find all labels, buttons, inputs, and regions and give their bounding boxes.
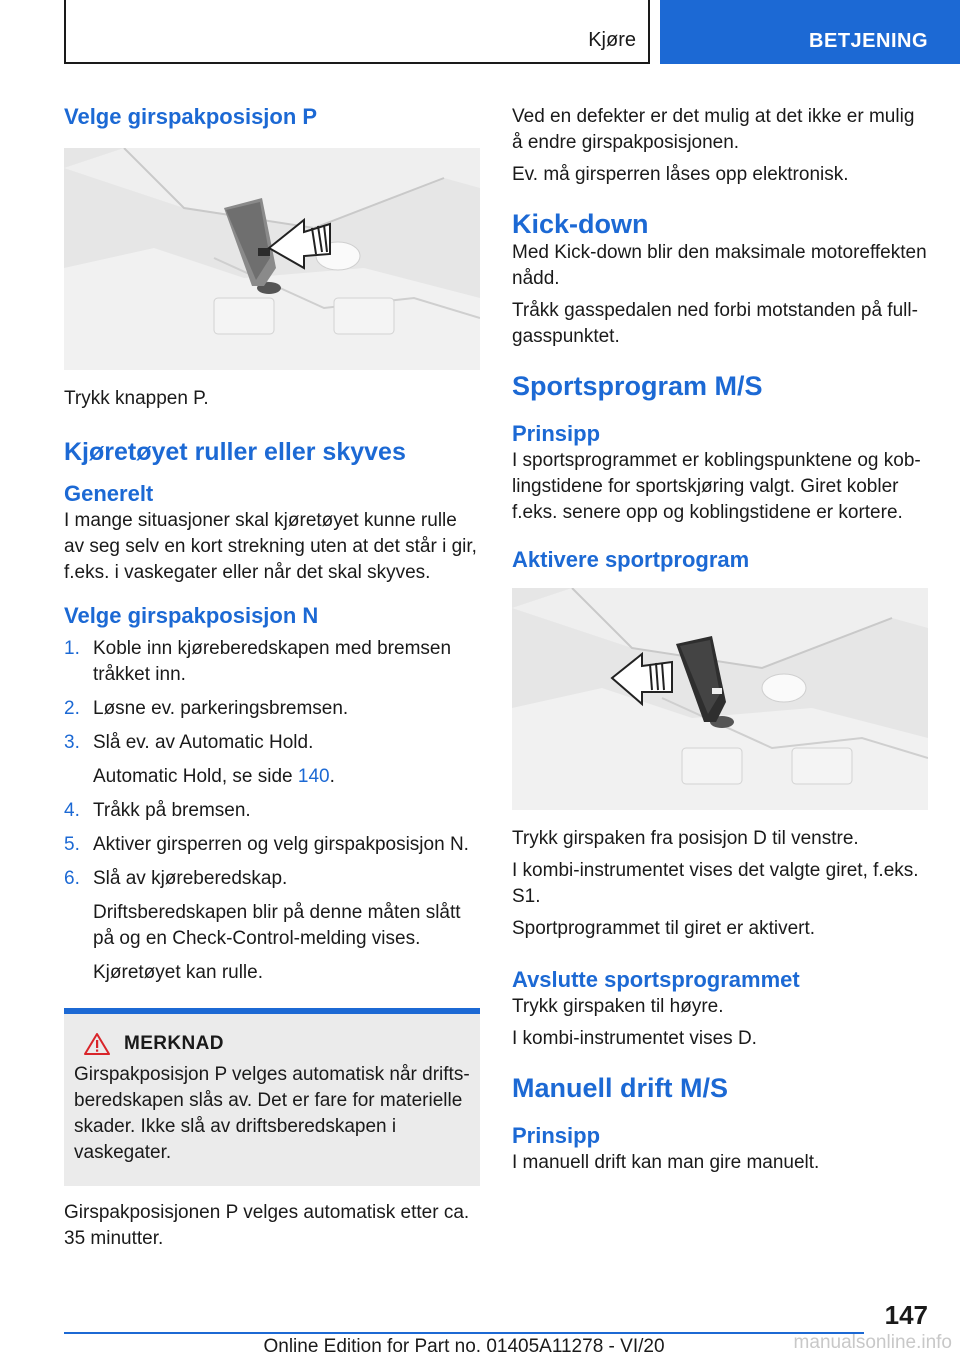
- heading-kick-down: Kick-down: [512, 209, 649, 239]
- heading-activate-sport: Aktivere sportprogram: [512, 547, 750, 572]
- paragraph-generelt: I mange situasjoner skal kjøretøyet kunne rulle av seg selv en kort strekning uten at det står i gir, f.eks. i vaskegater eller når det skal skyves.: [64, 510, 477, 583]
- paragraph-activate-3: Sportprogrammet til giret er aktivert.: [512, 918, 816, 939]
- paragraph-manual: I manuell drift kan man gire manuelt.: [512, 1152, 820, 1173]
- paragraph-exit-2: I kombi-instrumentet vises D.: [512, 1028, 757, 1049]
- heading-select-p: Velge girspakposisjon P: [64, 104, 318, 129]
- heading-rolling: Kjøretøyet ruller eller skyves: [64, 438, 406, 466]
- paragraph-exit-1: Trykk girspaken til høyre.: [512, 996, 724, 1017]
- step6-note-1: Driftsberedskapen blir på denne måten slått på og en Check-Control-melding vises.: [93, 902, 461, 949]
- header-section-tab: [660, 0, 960, 64]
- step3-note: Automatic Hold, se side 140.: [93, 766, 335, 787]
- list-item: [64, 866, 480, 892]
- step-number: 5.: [64, 834, 80, 855]
- heading-generelt: Generelt: [64, 481, 154, 506]
- paragraph-activate-2: I kombi-instrumentet vises det valgte giret, f.eks. S1.: [512, 860, 919, 907]
- step-number: 1.: [64, 638, 80, 659]
- caption-press-p: Trykk knappen P.: [64, 388, 209, 409]
- heading-manual-mode: Manuell drift M/S: [512, 1073, 728, 1103]
- step-number: 4.: [64, 800, 80, 821]
- heading-sport-program: Sportsprogram M/S: [512, 371, 763, 401]
- paragraph-kick-1: Med Kick-down blir den maksimale motoreffekten nådd.: [512, 242, 927, 289]
- paragraph-defect-1: Ved en defekter er det mulig at det ikke er mulig å endre girspakposisjonen.: [512, 106, 915, 153]
- step-text: Koble inn kjøreberedskapen med bremsen tråkket inn.: [93, 638, 452, 685]
- footer-rule: [64, 1332, 864, 1334]
- step-text: Løsne ev. parkeringsbremsen.: [93, 698, 349, 719]
- paragraph-activate-1: Trykk girspaken fra posisjon D til venstre.: [512, 828, 859, 849]
- list-item: [64, 636, 480, 688]
- header-section: BETJENING: [809, 30, 928, 52]
- illustration-selector-lever-p: [64, 148, 480, 370]
- heading-prinsipp-2: Prinsipp: [512, 1123, 601, 1148]
- paragraph-prinsipp: I sportsprogrammet er koblingspunktene og koblingstidene for sportskjøring valgt. Giret kobler f.eks. senere opp og koblingstidene er kortere.: [512, 450, 921, 523]
- illustration-selector-lever-left: [512, 588, 928, 810]
- note-box: [64, 1008, 480, 1186]
- step-number: 3.: [64, 732, 80, 753]
- step-text: Slå av kjøreberedskap.: [93, 868, 288, 889]
- header-chapter-box: [64, 0, 650, 64]
- step-text: Aktiver girsperren og velg girspakposisjon N.: [93, 834, 469, 855]
- paragraph-defect-2: Ev. må girsperren låses opp elektronisk.: [512, 164, 849, 185]
- step-number: 2.: [64, 698, 80, 719]
- footer-edition: Online Edition for Part no. 01405A11278 - VI/20: [263, 1336, 665, 1357]
- note-label: MERKNAD: [124, 1033, 224, 1054]
- header-chapter: Kjøre: [588, 29, 636, 51]
- watermark: manualsonline.info: [793, 1332, 952, 1353]
- note-header: [74, 1032, 470, 1056]
- heading-prinsipp: Prinsipp: [512, 421, 601, 446]
- list-item: [64, 696, 480, 722]
- page-number: 147: [884, 1300, 928, 1330]
- paragraph-kick-2: Tråkk gasspedalen ned forbi motstanden på fullgasspunktet.: [512, 300, 918, 347]
- left-column: [64, 96, 480, 1252]
- step-text: Tråkk på bremsen.: [93, 800, 251, 821]
- step-number: 6.: [64, 868, 80, 889]
- list-item: [64, 730, 480, 756]
- heading-select-n: Velge girspakposisjon N: [64, 603, 319, 628]
- list-item: [64, 832, 480, 858]
- step6-note-2: Kjøretøyet kan rulle.: [93, 962, 263, 983]
- steps-list: [64, 636, 480, 986]
- note-text: Girspakposisjon P velges automatisk når driftsberedskapen slås av. Det er fare for materielle skader. Ikke slå av driftsberedskapen i vaskegater.: [74, 1064, 470, 1163]
- heading-exit-sport: Avslutte sportsprogrammet: [512, 967, 800, 992]
- warning-icon: [84, 1032, 110, 1056]
- step-text: Slå ev. av Automatic Hold.: [93, 732, 314, 753]
- page-link-140[interactable]: 140: [297, 766, 330, 787]
- list-item: [64, 798, 480, 824]
- paragraph-auto-p: Girspakposisjonen P velges automatisk etter ca. 35 minutter.: [64, 1202, 470, 1249]
- right-column: [512, 104, 928, 1176]
